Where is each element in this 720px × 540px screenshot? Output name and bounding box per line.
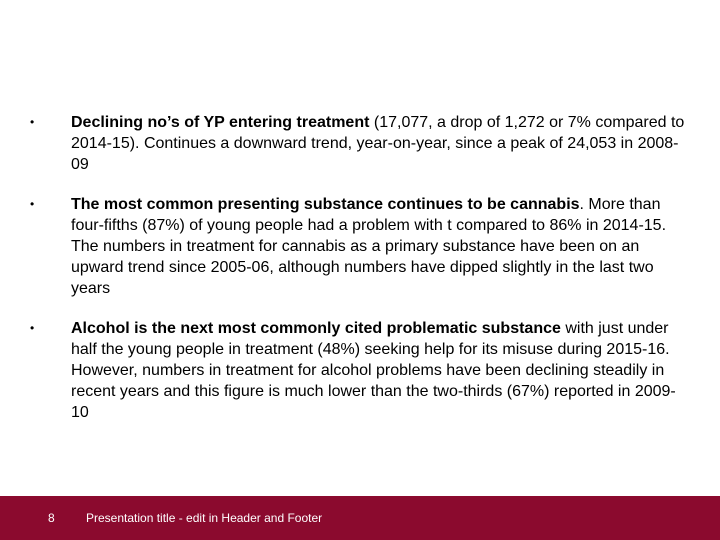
page-number: 8 — [48, 511, 55, 525]
bullet-list — [30, 112, 690, 423]
bullet-body-text: (17,077, a drop of 1,272 or 7% compared to 2014-15). Continues a downward trend, year-on-year, since a peak of 24,053 in 2008-09 — [71, 114, 685, 173]
bullet-marker: • — [30, 197, 35, 211]
bullet-lead-text: The most common presenting substance continues to be cannabis — [71, 196, 580, 213]
bullet-item — [30, 194, 690, 299]
bullet-body-text: with just under half the young people in treatment (48%) seeking help for its misuse during 2015-16. However, numbers in treatment for alcohol problems have been declining steadily in recent years and this figure is much lower than the two-thirds (67%) reported in 2009-10 — [71, 320, 676, 421]
footer-title: Presentation title - edit in Header and Footer — [86, 511, 323, 525]
bullet-lead-text: Alcohol is the next most commonly cited problematic substance — [71, 320, 561, 337]
bullet-item — [30, 318, 690, 423]
bullet-text — [71, 112, 690, 175]
bullet-lead-text: Declining no’s of YP entering treatment — [71, 114, 370, 131]
bullet-item — [30, 112, 690, 175]
bullet-text — [71, 318, 690, 423]
bullet-marker: • — [30, 321, 35, 335]
bullet-body-text: . More than four-fifths (87%) of young people had a problem with t compared to 86% in 2014-15. The numbers in treatment for cannabis as a primary substance have been on an upward trend since 2005-06, although numbers have dipped slightly in the last two years — [71, 196, 667, 297]
bullet-marker: • — [30, 115, 35, 129]
footer-bar — [0, 496, 720, 540]
bullet-text — [71, 194, 690, 299]
